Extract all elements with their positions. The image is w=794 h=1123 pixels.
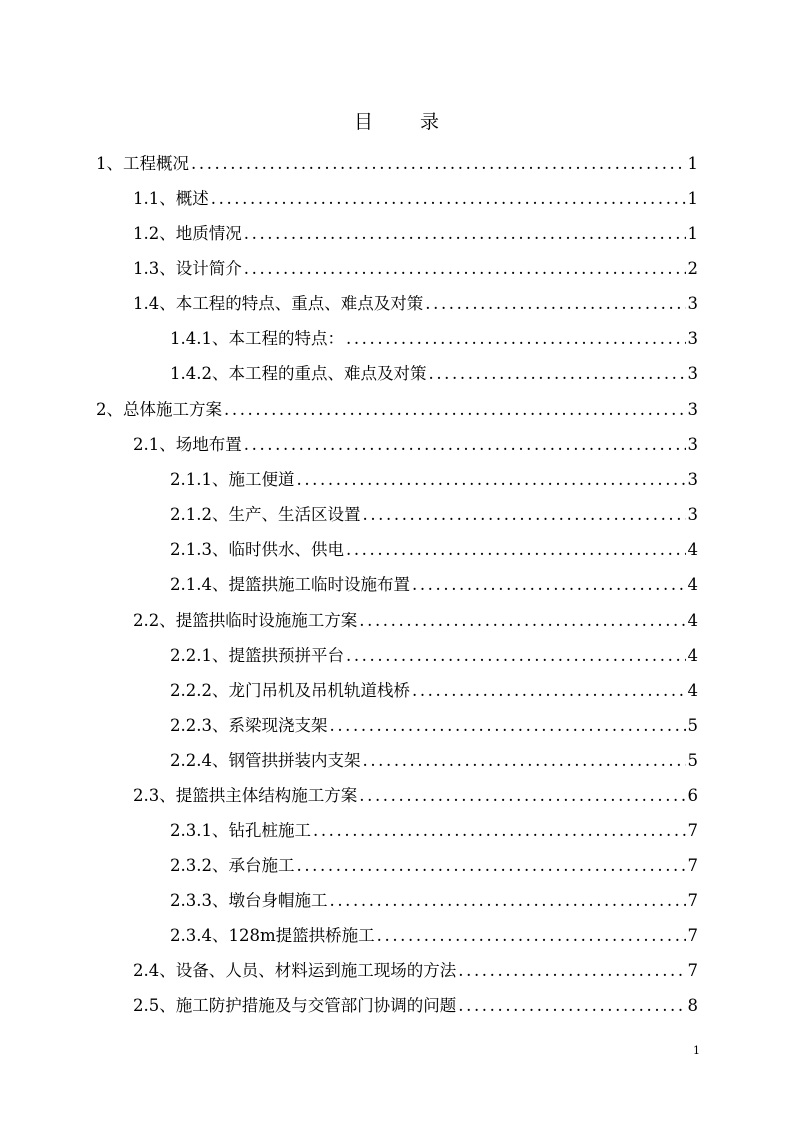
toc-label: 2.1.3、临时供水、供电 <box>170 540 344 559</box>
toc-page: 4 <box>687 681 698 700</box>
toc-page: 3 <box>687 400 698 419</box>
toc-label: 1.4.1、本工程的特点： <box>170 329 344 348</box>
toc-entry[interactable] <box>170 817 698 843</box>
toc-page: 1 <box>687 154 698 173</box>
toc-page: 3 <box>687 435 698 454</box>
toc-label: 2.3.4、128m提篮拱桥施工 <box>170 926 375 945</box>
toc-label: 1.4.2、本工程的重点、难点及对策 <box>170 364 427 383</box>
toc-entry[interactable] <box>133 607 698 633</box>
toc-page: 3 <box>687 364 698 383</box>
leader-dots <box>346 646 686 665</box>
title-char-2: 录 <box>420 111 441 133</box>
toc-page: 5 <box>687 716 698 735</box>
toc-entry[interactable] <box>170 501 698 527</box>
toc-entry[interactable] <box>170 887 698 913</box>
toc-page: 1 <box>687 189 698 208</box>
toc-page: 7 <box>687 961 698 980</box>
toc-label: 2.3、提篮拱主体结构施工方案 <box>133 786 358 805</box>
toc-page: 4 <box>687 575 698 594</box>
toc-entry[interactable] <box>133 255 698 281</box>
toc-entry[interactable] <box>133 957 698 983</box>
toc-entry[interactable] <box>170 571 698 597</box>
toc-page: 4 <box>687 646 698 665</box>
toc-page: 3 <box>687 505 698 524</box>
leader-dots <box>425 294 685 313</box>
toc-label: 2.4、设备、人员、材料运到施工现场的方法 <box>133 961 457 980</box>
leader-dots <box>224 400 686 419</box>
toc-entry[interactable] <box>133 782 698 808</box>
leader-dots <box>458 996 685 1015</box>
toc-entry[interactable] <box>133 185 698 211</box>
leader-dots <box>412 681 686 700</box>
toc-entry[interactable] <box>96 396 698 422</box>
leader-dots <box>377 926 686 945</box>
toc-entry[interactable] <box>170 922 698 948</box>
leader-dots <box>346 540 686 559</box>
title-char-1: 目 <box>353 111 374 133</box>
leader-dots <box>244 259 686 278</box>
toc-page: 3 <box>687 294 698 313</box>
leader-dots <box>346 329 686 348</box>
leader-dots <box>412 575 686 594</box>
toc-label: 2.2.2、龙门吊机及吊机轨道栈桥 <box>170 681 410 700</box>
toc-entry[interactable] <box>96 150 698 176</box>
toc-entry[interactable] <box>170 536 698 562</box>
toc-page: 7 <box>687 926 698 945</box>
leader-dots <box>329 716 685 735</box>
leader-dots <box>458 961 685 980</box>
toc-entry[interactable] <box>170 466 698 492</box>
toc-entry[interactable] <box>170 360 698 386</box>
toc-label: 2.1.2、生产、生活区设置 <box>170 505 361 524</box>
toc-label: 1.3、设计简介 <box>133 259 242 278</box>
toc-page: 6 <box>687 786 698 805</box>
leader-dots <box>359 786 685 805</box>
toc-page: 3 <box>687 329 698 348</box>
toc-page: 8 <box>687 996 698 1015</box>
toc-entry[interactable] <box>133 290 698 316</box>
toc-entry[interactable] <box>170 642 698 668</box>
leader-dots <box>296 856 685 875</box>
toc-entry[interactable] <box>170 677 698 703</box>
toc-label: 1.2、地质情况 <box>133 224 242 243</box>
toc-label: 1.1、概述 <box>133 189 209 208</box>
toc-entry[interactable] <box>133 431 698 457</box>
toc-label: 2.2、提篮拱临时设施施工方案 <box>133 611 358 630</box>
leader-dots <box>359 611 685 630</box>
leader-dots <box>211 189 686 208</box>
leader-dots <box>313 821 686 840</box>
toc-label: 1.4、本工程的特点、重点、难点及对策 <box>133 294 424 313</box>
toc-label: 2.3.1、钻孔桩施工 <box>170 821 311 840</box>
leader-dots <box>191 154 686 173</box>
toc-label: 2.5、施工防护措施及与交管部门协调的问题 <box>133 996 457 1015</box>
page-title <box>0 107 794 134</box>
toc-entry[interactable] <box>133 220 698 246</box>
toc-label: 2.3.2、承台施工 <box>170 856 295 875</box>
toc-entry[interactable] <box>133 992 698 1018</box>
toc-label: 2.2.1、提篮拱预拼平台 <box>170 646 344 665</box>
toc-entry[interactable] <box>170 852 698 878</box>
toc-page: 7 <box>687 856 698 875</box>
toc-entry[interactable] <box>170 747 698 773</box>
toc-page: 1 <box>687 224 698 243</box>
toc-label: 2、总体施工方案 <box>96 400 222 419</box>
toc-label: 2.1、场地布置 <box>133 435 242 454</box>
toc-page: 4 <box>687 611 698 630</box>
toc-page: 5 <box>687 751 698 770</box>
leader-dots <box>244 435 686 454</box>
toc-page: 7 <box>687 891 698 910</box>
toc-label: 2.3.3、墩台身帽施工 <box>170 891 328 910</box>
leader-dots <box>296 470 685 489</box>
toc-label: 2.1.4、提篮拱施工临时设施布置 <box>170 575 410 594</box>
toc-label: 2.2.4、钢管拱拼装内支架 <box>170 751 361 770</box>
toc-page: 3 <box>687 470 698 489</box>
toc-label: 1、工程概况 <box>96 154 189 173</box>
leader-dots <box>428 364 685 383</box>
toc-label: 2.2.3、系梁现浇支架 <box>170 716 328 735</box>
toc-entry[interactable] <box>170 712 698 738</box>
leader-dots <box>244 224 686 243</box>
toc-page: 7 <box>687 821 698 840</box>
toc-page: 4 <box>687 540 698 559</box>
footer-page-number: 1 <box>693 1044 700 1057</box>
toc-label: 2.1.1、施工便道 <box>170 470 295 489</box>
toc-entry[interactable] <box>170 325 698 351</box>
leader-dots <box>362 505 685 524</box>
leader-dots <box>362 751 685 770</box>
toc-page: 2 <box>687 259 698 278</box>
leader-dots <box>329 891 685 910</box>
